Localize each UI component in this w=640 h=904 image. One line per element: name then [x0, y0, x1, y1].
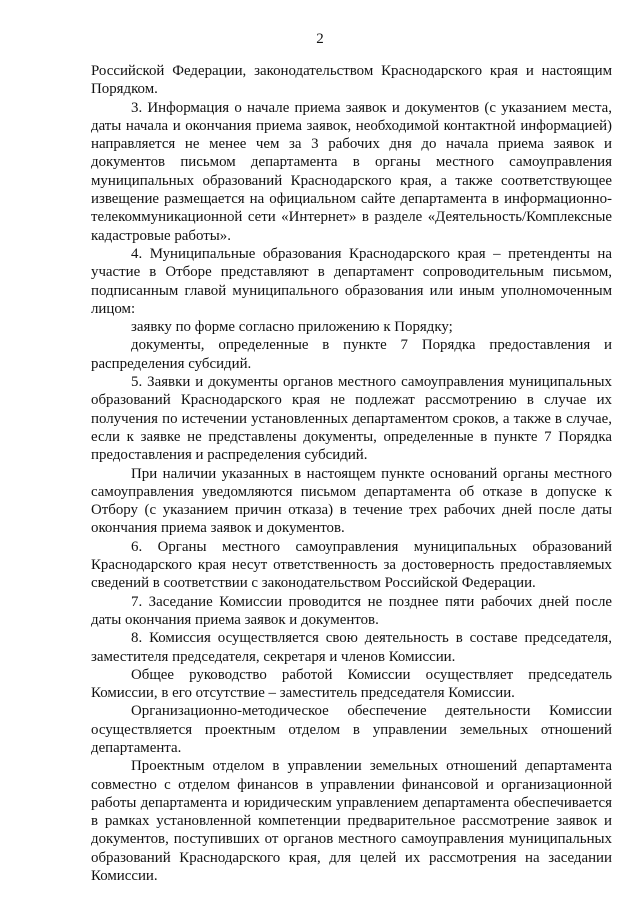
paragraph-leadership: Общее руководство работой Комиссии осуществляет председатель Комиссии, в его отсутствие – заместитель председателя Комиссии.	[91, 666, 612, 702]
paragraph-continuation: Российской Федерации, законодательством Краснодарского края и настоящим Порядком.	[91, 63, 612, 98]
paragraph-item-7: 7. Заседание Комиссии проводится не позднее пяти рабочих дней после даты окончания приема заявок и документов.	[91, 593, 612, 628]
paragraph-preliminary-review: Проектным отделом в управлении земельных отношений департамента совместно с отделом финансов в управлении финансовой и организационной работы департамента и юридическим управлением департамента обеспечивается в рамках установленной компетенции предварительное рассмотрение заявок и документов, поступивших от органов местного самоуправления муниципальных образований Краснодарского края, для целей их рассмотрения на заседании Комиссии.	[91, 758, 612, 885]
paragraph-list-documents: документы, определенные в пункте 7 Порядка предоставления и распределения субсидий.	[91, 337, 612, 372]
paragraph-item-8: 8. Комиссия осуществляется свою деятельность в составе председателя, заместителя председателя, секретаря и членов Комиссии.	[91, 630, 612, 665]
paragraph-item-5-refusal: При наличии указанных в настоящем пункте оснований органы местного самоуправления уведомляются письмом департамента об отказе в допуске к Отбору (с указанием причин отказа) в течение трех рабочих дней после даты окончания приема заявок и документов.	[91, 465, 612, 537]
paragraph-list-application: заявку по форме согласно приложению к Порядку;	[131, 319, 453, 336]
document-body	[91, 62, 612, 885]
page-number: 2	[316, 31, 324, 47]
paragraph-methodical-support: Организационно-методическое обеспечение деятельности Комиссии осуществляется проектным отделом в управлении земельных отношений департамента.	[91, 703, 612, 756]
paragraph-item-6: 6. Органы местного самоуправления муниципальных образований Краснодарского края несут ответственность за достоверность предоставляемых сведений в соответствии с законодательством Российской Федерации.	[91, 538, 612, 592]
paragraph-item-5: 5. Заявки и документы органов местного самоуправления муниципальных образований Краснодарского края не подлежат рассмотрению в случае их получения по истечении установленных департаментом сроков, а также в случае, если к заявке не представлены документы, определенные в пункте 7 Порядка предоставления и распределения субсидий.	[91, 374, 612, 464]
paragraph-item-3: 3. Информация о начале приема заявок и документов (с указанием места, даты начала и окончания приема заявок, необходимой контактной информацией) направляется не менее чем за 3 рабочих дня до начала приема заявок и документов письмом департамента в органы местного самоуправления муниципальных образований Краснодарского края, а также соответствующее извещение размещается на официальном сайте департамента в информационно-телекоммуникационной сети «Интернет» в разделе «Деятельность/Комплексные кадастровые работы».	[91, 99, 612, 244]
paragraph-item-4: 4. Муниципальные образования Краснодарского края – претенденты на участие в Отборе представляют в департамент сопроводительным письмом, подписанным главой муниципального образования или иным уполномоченным лицом:	[91, 245, 612, 317]
